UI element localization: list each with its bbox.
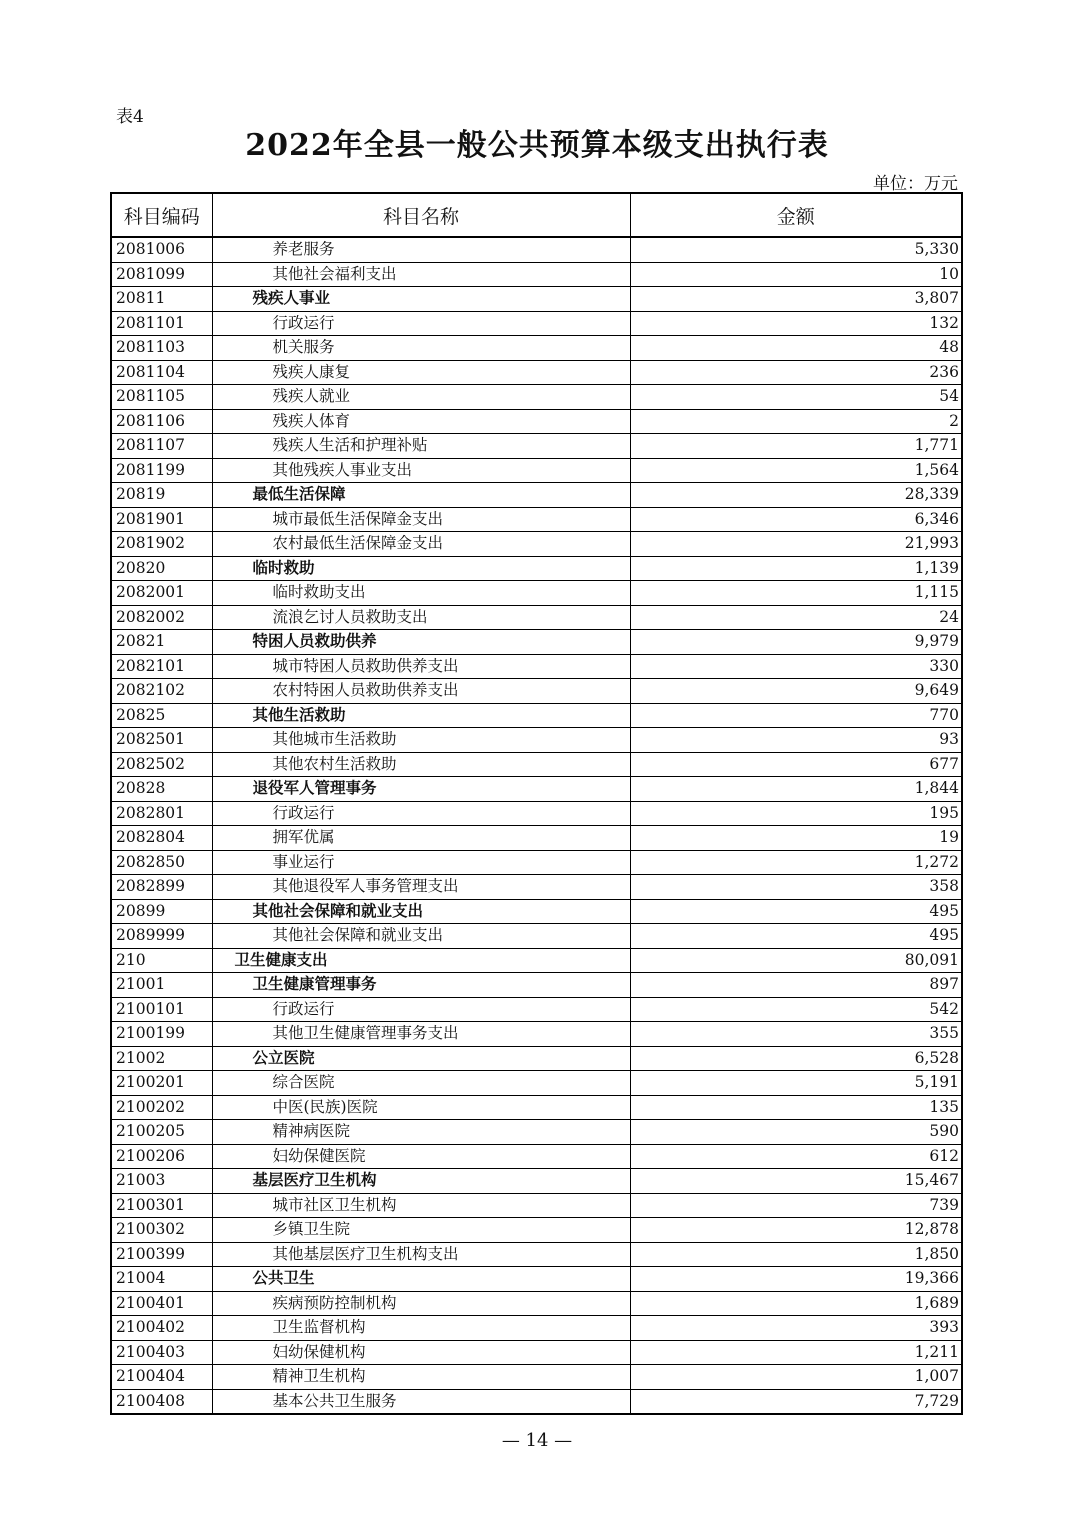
table-row — [111, 434, 962, 459]
row-amount: 1,272 — [630, 850, 962, 875]
row-code: 2100404 — [111, 1365, 212, 1390]
row-code: 2081104 — [111, 360, 212, 385]
table-row — [111, 1389, 962, 1414]
header-name: 科目名称 — [212, 193, 630, 237]
row-name: 最低生活保障 — [212, 483, 630, 508]
row-name: 基层医疗卫生机构 — [212, 1169, 630, 1194]
table-row — [111, 1095, 962, 1120]
table-row — [111, 630, 962, 655]
row-code: 2082502 — [111, 752, 212, 777]
row-name: 其他社会保障和就业支出 — [212, 899, 630, 924]
row-amount: 5,330 — [630, 237, 962, 262]
table-row — [111, 532, 962, 557]
row-amount: 897 — [630, 973, 962, 998]
row-amount: 54 — [630, 385, 962, 410]
row-name: 其他基层医疗卫生机构支出 — [212, 1242, 630, 1267]
row-code: 2100301 — [111, 1193, 212, 1218]
row-amount: 5,191 — [630, 1071, 962, 1096]
row-name: 临时救助 — [212, 556, 630, 581]
table-row — [111, 1365, 962, 1390]
row-code: 2100401 — [111, 1291, 212, 1316]
row-amount: 135 — [630, 1095, 962, 1120]
row-code: 21002 — [111, 1046, 212, 1071]
row-name: 其他残疾人事业支出 — [212, 458, 630, 483]
row-name: 临时救助支出 — [212, 581, 630, 606]
row-code: 210 — [111, 948, 212, 973]
table-row — [111, 1193, 962, 1218]
row-amount: 393 — [630, 1316, 962, 1341]
row-name: 妇幼保健医院 — [212, 1144, 630, 1169]
row-name: 精神卫生机构 — [212, 1365, 630, 1390]
table-row — [111, 777, 962, 802]
row-code: 2081901 — [111, 507, 212, 532]
row-name: 疾病预防控制机构 — [212, 1291, 630, 1316]
row-amount: 677 — [630, 752, 962, 777]
row-code: 2082102 — [111, 679, 212, 704]
row-amount: 612 — [630, 1144, 962, 1169]
row-amount: 28,339 — [630, 483, 962, 508]
row-name: 残疾人就业 — [212, 385, 630, 410]
row-amount: 48 — [630, 336, 962, 361]
row-code: 2082801 — [111, 801, 212, 826]
table-row — [111, 997, 962, 1022]
row-amount: 1,211 — [630, 1340, 962, 1365]
row-name: 乡镇卫生院 — [212, 1218, 630, 1243]
table-row — [111, 1046, 962, 1071]
table-row — [111, 385, 962, 410]
table-row — [111, 924, 962, 949]
row-amount: 1,139 — [630, 556, 962, 581]
row-code: 2100206 — [111, 1144, 212, 1169]
row-amount: 2 — [630, 409, 962, 434]
row-amount: 19,366 — [630, 1267, 962, 1292]
table-row — [111, 237, 962, 262]
table-row — [111, 850, 962, 875]
row-amount: 1,850 — [630, 1242, 962, 1267]
row-name: 综合医院 — [212, 1071, 630, 1096]
row-code: 2100408 — [111, 1389, 212, 1414]
table-body — [111, 237, 962, 1414]
table-row — [111, 287, 962, 312]
row-name: 行政运行 — [212, 997, 630, 1022]
row-amount: 495 — [630, 924, 962, 949]
table-row — [111, 801, 962, 826]
row-amount: 1,771 — [630, 434, 962, 459]
row-amount: 495 — [630, 899, 962, 924]
table-row — [111, 336, 962, 361]
row-name: 残疾人体育 — [212, 409, 630, 434]
row-name: 城市最低生活保障金支出 — [212, 507, 630, 532]
row-amount: 15,467 — [630, 1169, 962, 1194]
row-name: 残疾人生活和护理补贴 — [212, 434, 630, 459]
row-code: 2100205 — [111, 1120, 212, 1145]
table-row — [111, 1316, 962, 1341]
row-amount: 355 — [630, 1022, 962, 1047]
row-name: 其他卫生健康管理事务支出 — [212, 1022, 630, 1047]
expenditure-table — [110, 192, 963, 1415]
row-amount: 542 — [630, 997, 962, 1022]
row-code: 21001 — [111, 973, 212, 998]
row-amount: 1,115 — [630, 581, 962, 606]
row-name: 城市社区卫生机构 — [212, 1193, 630, 1218]
row-code: 2082899 — [111, 875, 212, 900]
row-name: 妇幼保健机构 — [212, 1340, 630, 1365]
row-name: 退役军人管理事务 — [212, 777, 630, 802]
table-number-label: 表4 — [116, 107, 144, 127]
row-amount: 1,689 — [630, 1291, 962, 1316]
row-name: 卫生健康管理事务 — [212, 973, 630, 998]
row-amount: 9,649 — [630, 679, 962, 704]
row-amount: 12,878 — [630, 1218, 962, 1243]
page-number: — 14 — — [501, 1430, 573, 1451]
table-row — [111, 556, 962, 581]
row-name: 残疾人康复 — [212, 360, 630, 385]
table-row — [111, 409, 962, 434]
table-header-row — [111, 193, 962, 237]
row-name: 城市特困人员救助供养支出 — [212, 654, 630, 679]
row-name: 卫生健康支出 — [212, 948, 630, 973]
row-code: 2081105 — [111, 385, 212, 410]
header-amount: 金额 — [630, 193, 962, 237]
row-code: 2081006 — [111, 237, 212, 262]
row-code: 20828 — [111, 777, 212, 802]
table-row — [111, 1267, 962, 1292]
row-code: 2100202 — [111, 1095, 212, 1120]
row-code: 2081107 — [111, 434, 212, 459]
row-code: 2100402 — [111, 1316, 212, 1341]
row-name: 其他城市生活救助 — [212, 728, 630, 753]
table-row — [111, 679, 962, 704]
row-code: 2100199 — [111, 1022, 212, 1047]
row-name: 其他社会保障和就业支出 — [212, 924, 630, 949]
row-amount: 330 — [630, 654, 962, 679]
row-amount: 1,844 — [630, 777, 962, 802]
row-name: 其他社会福利支出 — [212, 262, 630, 287]
table-row — [111, 1340, 962, 1365]
row-code: 20819 — [111, 483, 212, 508]
table-row — [111, 605, 962, 630]
row-name: 行政运行 — [212, 311, 630, 336]
table-row — [111, 1291, 962, 1316]
row-amount: 93 — [630, 728, 962, 753]
row-amount: 739 — [630, 1193, 962, 1218]
row-amount: 132 — [630, 311, 962, 336]
row-amount: 19 — [630, 826, 962, 851]
table-row — [111, 973, 962, 998]
table-row — [111, 1120, 962, 1145]
row-amount: 3,807 — [630, 287, 962, 312]
row-code: 2081199 — [111, 458, 212, 483]
table-row — [111, 752, 962, 777]
row-name: 事业运行 — [212, 850, 630, 875]
table-row — [111, 703, 962, 728]
row-code: 2100302 — [111, 1218, 212, 1243]
row-name: 农村最低生活保障金支出 — [212, 532, 630, 557]
row-name: 行政运行 — [212, 801, 630, 826]
table-row — [111, 826, 962, 851]
row-code: 2082501 — [111, 728, 212, 753]
row-amount: 1,007 — [630, 1365, 962, 1390]
row-name: 卫生监督机构 — [212, 1316, 630, 1341]
table-row — [111, 483, 962, 508]
row-name: 其他农村生活救助 — [212, 752, 630, 777]
table-row — [111, 899, 962, 924]
row-amount: 358 — [630, 875, 962, 900]
row-code: 20820 — [111, 556, 212, 581]
table-row — [111, 311, 962, 336]
row-code: 2100101 — [111, 997, 212, 1022]
row-code: 2082850 — [111, 850, 212, 875]
row-name: 公共卫生 — [212, 1267, 630, 1292]
row-code: 20825 — [111, 703, 212, 728]
table-row — [111, 1242, 962, 1267]
table-row — [111, 948, 962, 973]
table-row — [111, 875, 962, 900]
table-row — [111, 262, 962, 287]
row-name: 养老服务 — [212, 237, 630, 262]
row-code: 2081099 — [111, 262, 212, 287]
row-name: 精神病医院 — [212, 1120, 630, 1145]
row-code: 2082001 — [111, 581, 212, 606]
row-amount: 10 — [630, 262, 962, 287]
row-code: 2089999 — [111, 924, 212, 949]
table-row — [111, 654, 962, 679]
row-amount: 24 — [630, 605, 962, 630]
row-code: 20821 — [111, 630, 212, 655]
row-name: 流浪乞讨人员救助支出 — [212, 605, 630, 630]
row-amount: 195 — [630, 801, 962, 826]
row-code: 21003 — [111, 1169, 212, 1194]
row-name: 基本公共卫生服务 — [212, 1389, 630, 1414]
table-row — [111, 581, 962, 606]
table-row — [111, 1218, 962, 1243]
page-title: 2022年全县一般公共预算本级支出执行表 — [245, 128, 829, 163]
row-name: 拥军优属 — [212, 826, 630, 851]
row-code: 2100403 — [111, 1340, 212, 1365]
table-row — [111, 728, 962, 753]
row-name: 其他生活救助 — [212, 703, 630, 728]
row-amount: 9,979 — [630, 630, 962, 655]
table-row — [111, 1169, 962, 1194]
table-row — [111, 507, 962, 532]
row-amount: 6,346 — [630, 507, 962, 532]
row-code: 2081103 — [111, 336, 212, 361]
row-code: 2100201 — [111, 1071, 212, 1096]
row-code: 2081101 — [111, 311, 212, 336]
row-code: 20811 — [111, 287, 212, 312]
row-code: 2082002 — [111, 605, 212, 630]
table-row — [111, 360, 962, 385]
row-code: 20899 — [111, 899, 212, 924]
row-code: 2081106 — [111, 409, 212, 434]
row-name: 其他退役军人事务管理支出 — [212, 875, 630, 900]
row-amount: 7,729 — [630, 1389, 962, 1414]
row-name: 农村特困人员救助供养支出 — [212, 679, 630, 704]
row-code: 2082101 — [111, 654, 212, 679]
row-name: 公立医院 — [212, 1046, 630, 1071]
row-code: 2081902 — [111, 532, 212, 557]
row-amount: 21,993 — [630, 532, 962, 557]
row-name: 残疾人事业 — [212, 287, 630, 312]
header-code: 科目编码 — [111, 193, 212, 237]
row-amount: 6,528 — [630, 1046, 962, 1071]
row-amount: 236 — [630, 360, 962, 385]
table-row — [111, 1071, 962, 1096]
row-code: 21004 — [111, 1267, 212, 1292]
row-name: 中医(民族)医院 — [212, 1095, 630, 1120]
row-code: 2082804 — [111, 826, 212, 851]
row-name: 机关服务 — [212, 336, 630, 361]
row-code: 2100399 — [111, 1242, 212, 1267]
row-amount: 80,091 — [630, 948, 962, 973]
row-amount: 590 — [630, 1120, 962, 1145]
table-row — [111, 1144, 962, 1169]
row-amount: 770 — [630, 703, 962, 728]
unit-label: 单位：万元 — [873, 174, 958, 194]
row-amount: 1,564 — [630, 458, 962, 483]
table-row — [111, 458, 962, 483]
row-name: 特困人员救助供养 — [212, 630, 630, 655]
table-row — [111, 1022, 962, 1047]
